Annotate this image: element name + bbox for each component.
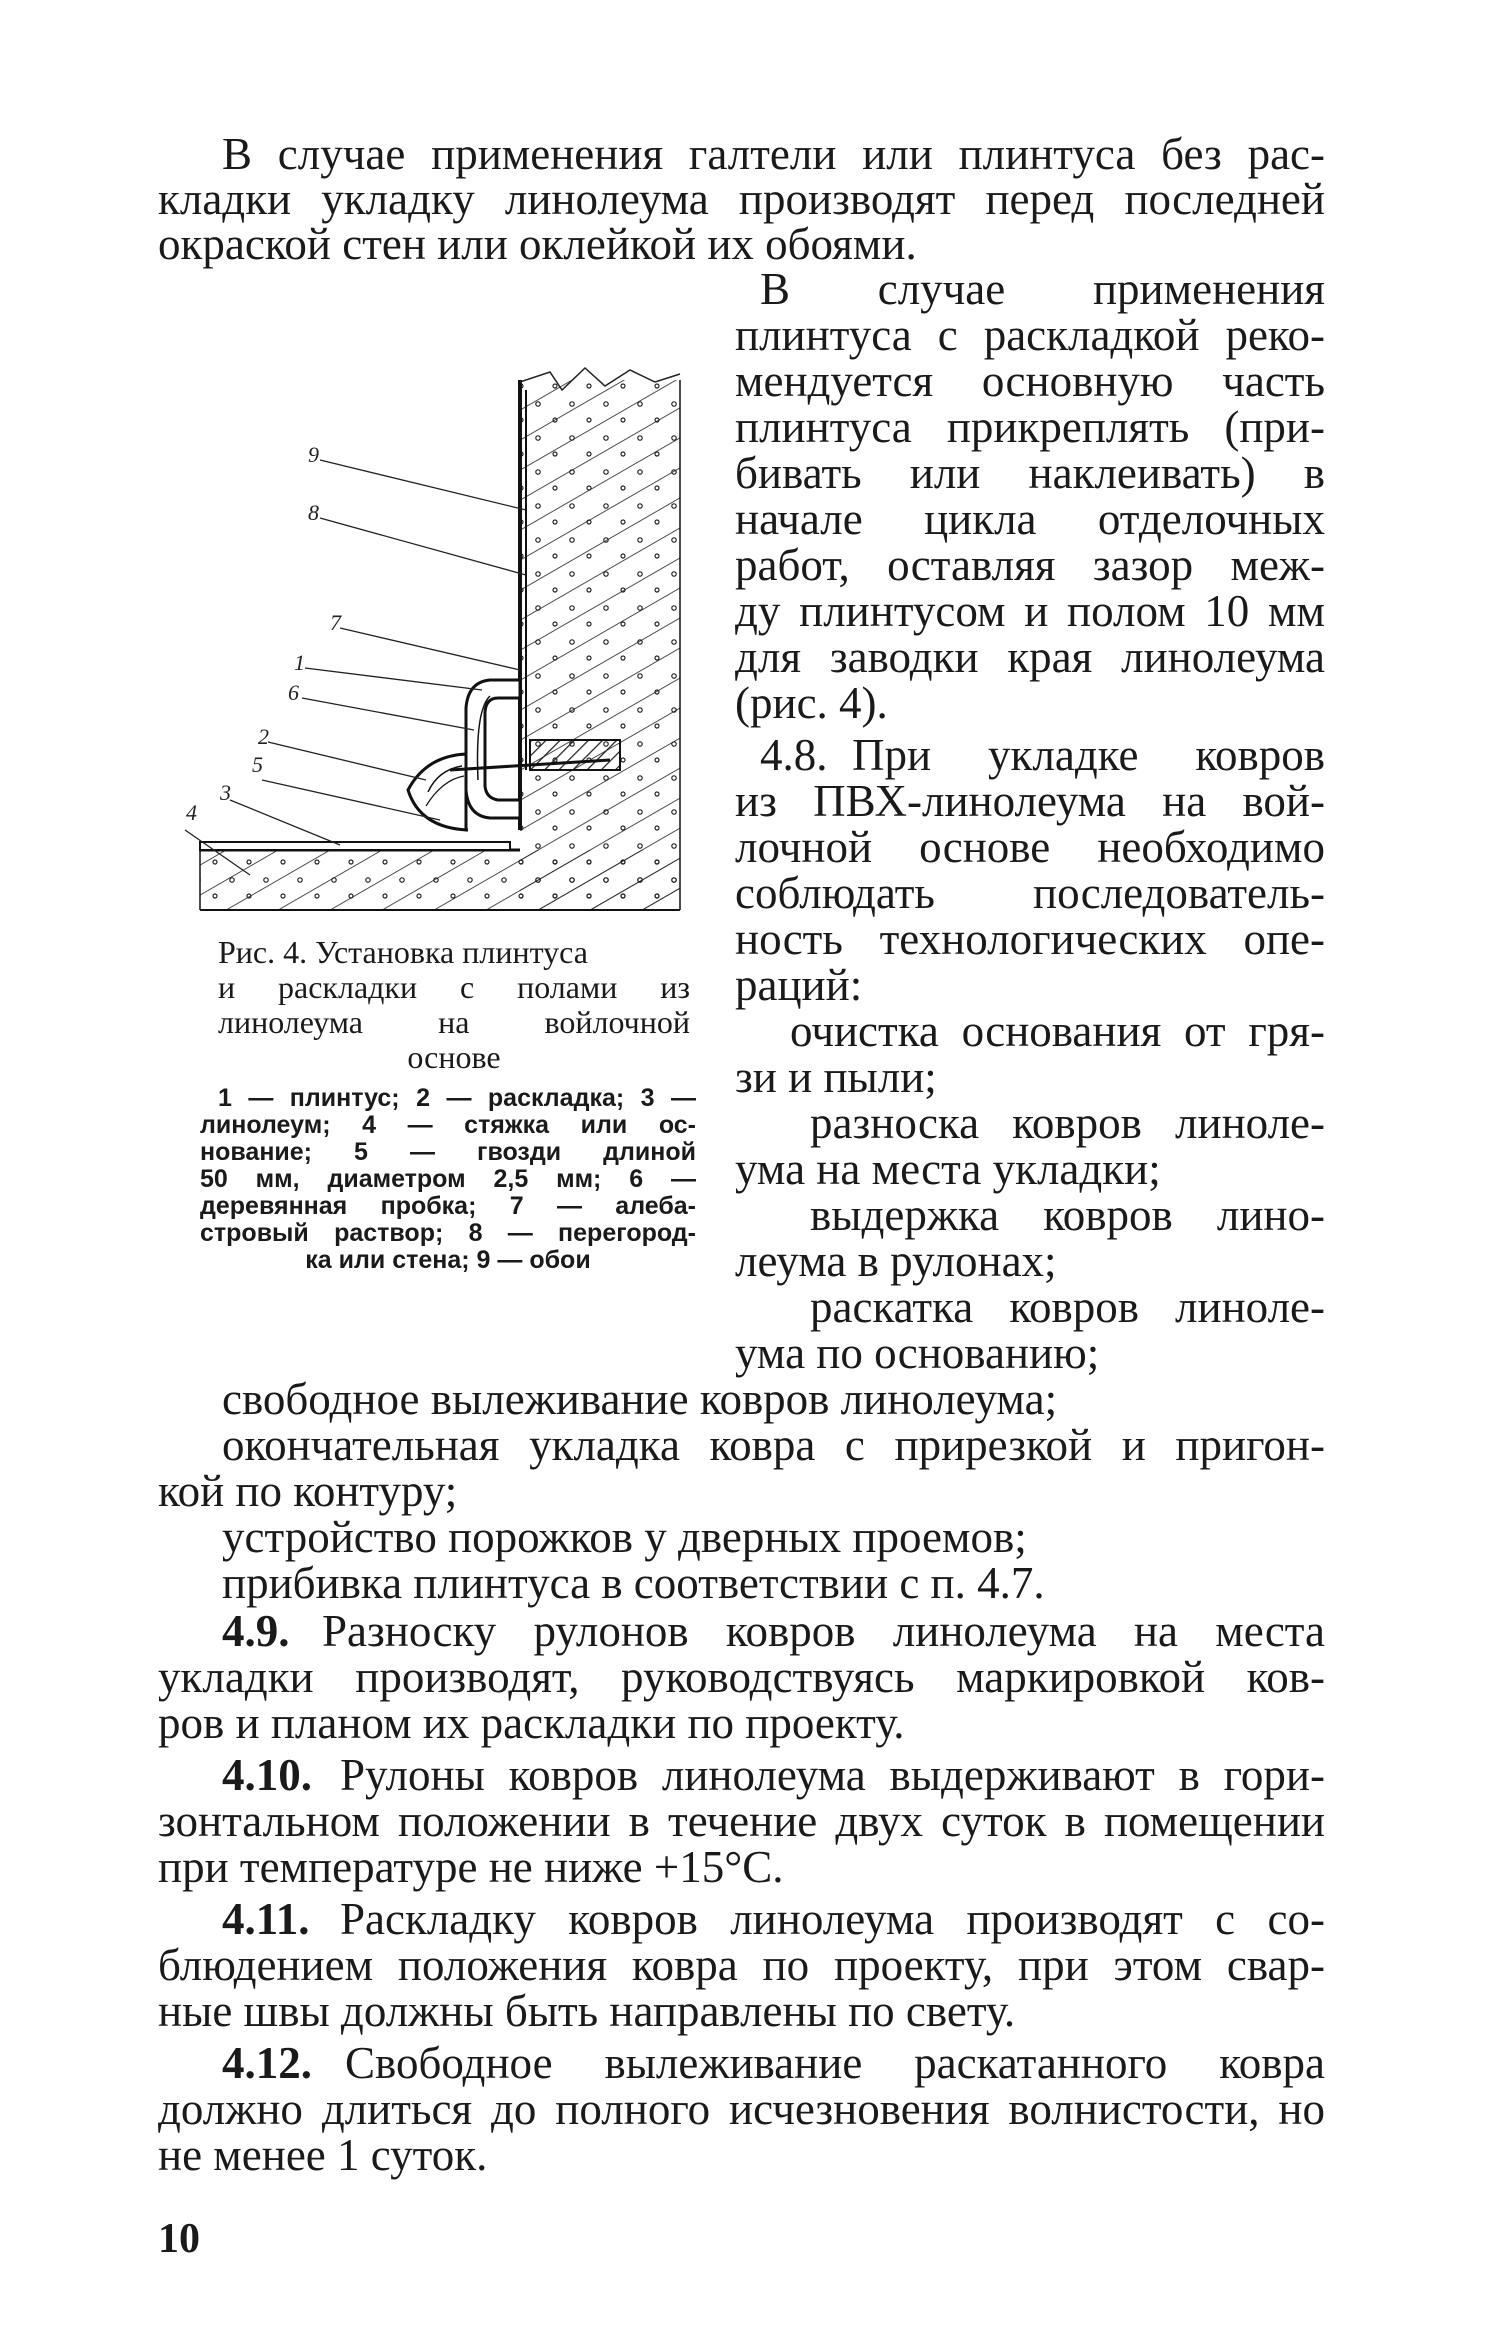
section-number [222,2039,312,2087]
figure-label: 3 [220,780,231,805]
list-item: ума по основанию; [735,1328,1100,1378]
text-line: ров и планом их раскладки по проекту. [158,1698,905,1748]
text-line: соблюдать последователь- [735,868,1325,918]
figure-caption-line: и раскладки с полами из [218,969,690,1005]
baseboard-installation-figure [186,360,710,920]
text-line: ные швы должны быть направлены по свету. [158,1986,1016,2036]
figure-caption-line: основе [407,1039,501,1075]
figure-caption-line: Рис. 4. Установка плинтуса [218,934,588,970]
figure-label: 7 [330,610,341,635]
text-line: из ПВХ-линолеума на вой- [735,776,1325,826]
text-line: при температуре не ниже +15°С. [158,1842,784,1892]
section-number-text: 4.9. [222,1606,290,1656]
figure-label: 5 [252,752,263,777]
section-number [222,1895,310,1943]
text-line: начале цикла отделочных [735,494,1325,544]
text-line: Разноску рулонов ковров линолеума на места [322,1606,1325,1656]
text-line: не менее 1 суток. [158,2130,488,2180]
list-item: зи и пыли; [735,1052,937,1102]
figure-label: 2 [258,724,269,749]
text-line: При укладке ковров [852,730,1325,780]
figure-label: 8 [308,500,319,525]
text-line: плинтуса прикреплять (при- [735,402,1325,452]
figure-caption-line: линолеума на войлочной [218,1004,690,1040]
figure-label: 4 [186,800,197,825]
section-number: 4.8. [760,730,828,780]
figure-legend-line: 1 — плинтус; 2 — раскладка; 3 — [218,1084,696,1112]
text-line: кладки укладку линолеума производят перед последней [158,174,1325,224]
text-line: Рулоны ковров линолеума выдерживают в гори- [340,1750,1325,1800]
text-line: должно длиться до полного исчезновения волнистости, но [158,2084,1325,2134]
text-line: укладки производят, руководствуясь маркировкой ков- [158,1652,1325,1702]
list-item: выдержка ковров лино- [810,1190,1325,1240]
text-line: зонтальном положении в течение двух суток в помещении [158,1796,1325,1846]
floor-slab [200,850,680,910]
text-line: плинтуса с раскладкой реко- [735,310,1325,360]
text-line: раций: [735,960,863,1010]
figure-legend-line: деревянная пробка; 7 — алеба- [200,1192,696,1220]
text-line: работ, оставляя зазор меж- [735,540,1325,590]
figure-legend-line: линолеум; 4 — стяжка или ос- [200,1111,696,1139]
figure-label: 6 [288,680,299,705]
text-line: ду плинтусом и полом 10 мм [735,586,1325,636]
list-item: устройство порожков у дверных проемов; [222,1512,1027,1562]
list-item: разноска ковров линоле- [810,1098,1325,1148]
figure-legend-line: стровый раствор; 8 — перегород- [200,1219,696,1247]
text-line: лочной основе необходимо [735,822,1325,872]
figure-label: 9 [308,442,319,467]
text-line: (рис. 4). [735,678,888,728]
text-line: В случае применения галтели или плинтуса без рас- [222,129,1325,179]
list-item: ума на места укладки; [735,1144,1161,1194]
section-number [222,1751,312,1799]
list-item: прибивка плинтуса в соответствии с п. 4.7. [222,1558,1045,1608]
figure-legend-line: ка или стена; 9 — обои [305,1246,591,1274]
text-line: В случае применения [760,264,1325,314]
list-item: очистка основания от гря- [790,1006,1325,1056]
section-number [222,1607,290,1655]
text-line: Раскладку ковров линолеума производят с со- [340,1894,1325,1944]
list-item: окончательная укладка ковра с прирезкой и пригон- [222,1420,1325,1470]
text-line: мендуется основную часть [735,356,1325,406]
figure-legend-line: 50 мм, диаметром 2,5 мм; 6 — [200,1165,696,1193]
list-item: кой по контуру; [158,1466,458,1516]
figure-legend-line: нование; 5 — гвозди длиной [200,1138,696,1166]
retaining-strip [408,754,468,830]
text-line: Свободное вылеживание раскатанного ковра [345,2038,1325,2088]
figure-label: 1 [294,650,305,675]
section-number-text: 4.10. [222,1750,312,1800]
text-line: ность технологических опе- [735,914,1325,964]
text-line: бивать или наклеивать) в [735,448,1325,498]
wall-section [520,368,680,910]
text-line: окраской стен или оклейкой их обоями. [158,219,917,269]
section-number-text: 4.11. [222,1894,310,1944]
page-number: 10 [158,2216,200,2262]
text-line: блюдением положения ковра по проекту, при этом свар- [158,1940,1325,1990]
plinth-profile [466,680,520,818]
linoleum-layer [200,842,510,850]
list-item: свободное вылеживание ковров линолеума; [222,1374,1058,1424]
text-line: для заводки края линолеума [735,632,1325,682]
section-number-text: 4.12. [222,2038,312,2088]
list-item: раскатка ковров линоле- [810,1282,1325,1332]
list-item: леума в рулонах; [735,1236,1057,1286]
